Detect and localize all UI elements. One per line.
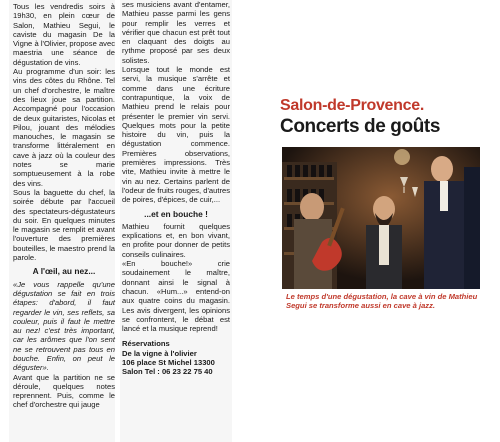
reservations-title: Réservations	[122, 339, 170, 349]
article-column-2	[120, 0, 232, 442]
paragraph: Lorsque tout le monde est servi, la musique s'arrête et comme dans une écriture contrapuntique, la voix de Mathieu prend le relais pour présenter le premier vin servi. Quelques mots pour la petite histoire du vin, puis la dégustation commence. Premières observations, premières impressions. Très vite, Mathieu invite à mettre le vin au nez. Certains parlent de l'odeur de fruits rouges, d'autres de poires, d'épices, de cuir,...	[122, 65, 231, 205]
wine-tasting-photo	[282, 147, 480, 289]
headline-block	[280, 97, 492, 138]
reservations-address: De la vigne à l'olivier	[122, 348, 197, 358]
subheading: A l'œil, au nez...	[32, 266, 96, 277]
paragraph: ses musiciens avant d'entamer, Mathieu passe parmi les gens pour remplir les verres et vérifier que chacun est prêt tout en claquant des doigts au rythme proposé par ses deux solistes.	[122, 0, 230, 65]
paragraph: Tous les vendredis soirs à 19h30, en plein cœur de Salon, Mathieu Segui, le caviste du magasin De la Vigne à l'Olivier, propose avec maestria une séance de dégustation de vins.	[13, 2, 115, 67]
paragraph: Avant que la partition ne se déroule, quelques notes reprennent. Puis, comme le chef d'orchestre qui jauge	[13, 372, 115, 410]
photo-caption: Le temps d'une dégustation, la cave à vin de Mathieu Segui se transforme aussi en cave à jazz.	[286, 292, 478, 311]
paragraph: «En bouche!» crie soudainement le maître, donnant ainsi le signal à chacun. «Hum...» entend-on aux quatre coins du magasin. Les avis divergent, les opinions se confrontent, le débat est lancé et la musique reprend!	[122, 259, 230, 334]
article-title: Concerts de goûts	[280, 116, 440, 137]
paragraph: Mathieu fournit quelques explications et, en bon vivant, en profite pour donner de petits conseils culinaires.	[122, 221, 230, 259]
reservations-address: 106 place St Michel 13300	[122, 357, 215, 367]
city-kicker: Salon-de-Provence.	[280, 97, 424, 114]
paragraph: Sous la baguette du chef, la soirée débute par l'accueil des spectateurs-dégustateurs du soir. En quelques minutes le magasin se remplit et avant l'ouverture des premières bouteilles, le maestro prend la parole.	[13, 187, 115, 263]
article-column-1	[9, 0, 115, 442]
quote: «Je vous rappelle qu'une dégustation se fait en trois étapes: d'abord, il faut regarder le vin, ses reflets, sa couleur, puis il faut le mettre au nez! c'est très important, car les arômes que l'on sent ne se retrouvent pas tous en bouche. Enfin, on peut le déguster».	[13, 279, 115, 373]
subheading: ...et en bouche !	[144, 208, 208, 219]
reservations-phone: Salon Tel : 06 23 22 75 40	[122, 367, 213, 377]
paragraph: Au programme d'un soir: les vins des côtes du Rhône. Tel un chef d'orchestre, le maître des lieux joue sa partition. Accompagné pour l'occasion de deux guitaristes, Nicolas et Pilou, jouant des mélodies manouches, le magasin se transforme littéralement en cave à jazz où la couleur des notes se marie somptueusement à la robe des vins.	[13, 67, 115, 188]
wine-tasting-photo-illustration	[282, 147, 480, 289]
